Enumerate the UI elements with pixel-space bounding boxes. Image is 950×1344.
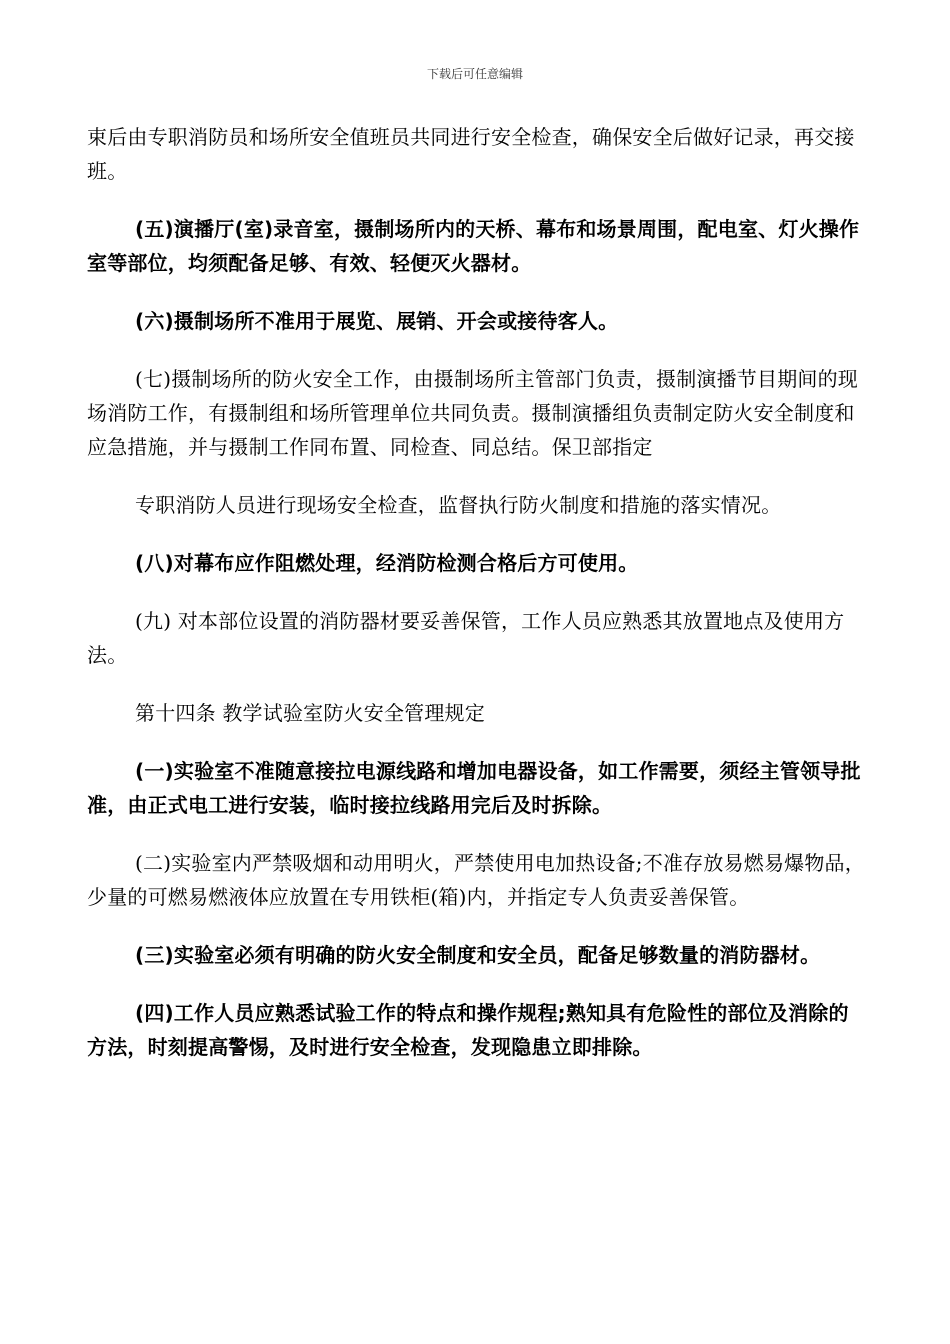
page-header: 下载后可任意编辑 [426, 67, 523, 81]
lab-item-1: (一)实验室不准随意接拉电源线路和增加电器设备，如工作需要，须经主管领导批准，由正式电工进行安装，临时接拉线路用完后及时拆除。 [87, 759, 861, 817]
paragraph-item-5: (五)演播厅(室)录音室，摄制场所内的天桥、幕布和场景周围，配电室、灯火操作室等部位，均须配备足够、有效、轻便灭火器材。 [87, 217, 860, 275]
paragraph-item-9: (九) 对本部位设置的消防器材要妥善保管，工作人员应熟悉其放置地点及使用方法。 [87, 609, 845, 667]
lab-item-2: (二)实验室内严禁吸烟和动用明火，严禁使用电加热设备;不准存放易燃易爆物品，少量的可燃易燃液体应放置在专用铁柜(箱)内，并指定专人负责妥善保管。 [87, 851, 865, 909]
article-14-heading: 第十四条 教学试验室防火安全管理规定 [135, 701, 485, 725]
lab-item-3: (三)实验室必须有明确的防火安全制度和安全员，配备足够数量的消防器材。 [135, 943, 821, 967]
paragraph-continuation: 束后由专职消防员和场所安全值班员共同进行安全检查，确保安全后做好记录，再交接班。 [87, 125, 855, 183]
document-body [87, 120, 867, 1064]
lab-item-4: (四)工作人员应熟悉试验工作的特点和操作规程;熟知具有危险性的部位及消除的方法，时刻提高警惕，及时进行安全检查，发现隐患立即排除。 [87, 1001, 849, 1059]
paragraph-item-7: (七)摄制场所的防火安全工作，由摄制场所主管部门负责，摄制演播节目期间的现场消防工作，有摄制组和场所管理单位共同负责。摄制演播组负责制定防火安全制度和应急措施，并与摄制工作同布置、同检查、同总结。保卫部指定 [87, 367, 859, 459]
paragraph-item-7-continued: 专职消防人员进行现场安全检查，监督执行防火制度和措施的落实情况。 [135, 493, 782, 517]
paragraph-item-8: (八)对幕布应作阻燃处理，经消防检测合格后方可使用。 [135, 551, 639, 575]
paragraph-item-6: (六)摄制场所不准用于展览、展销、开会或接待客人。 [135, 309, 619, 333]
